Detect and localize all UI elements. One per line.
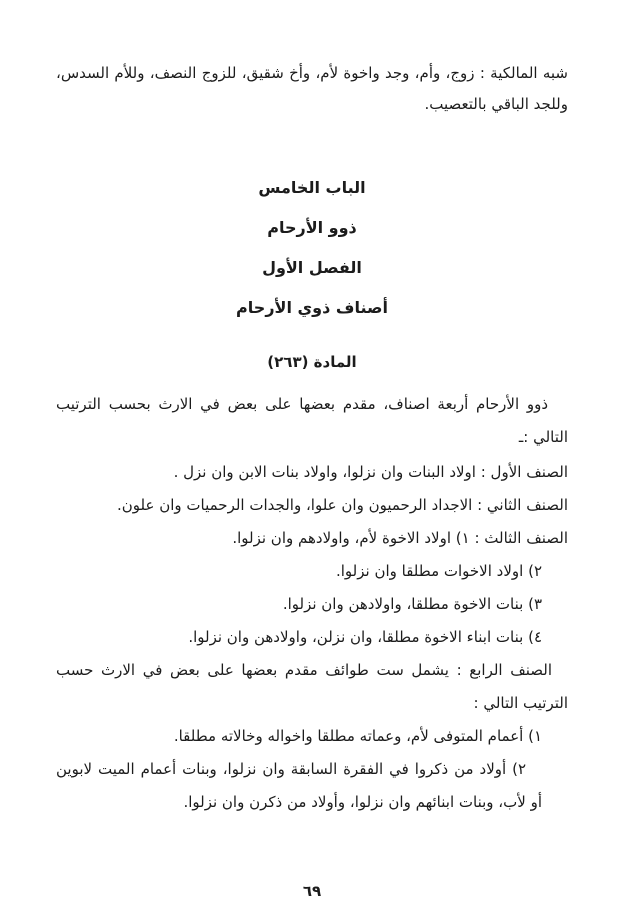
- section-heading: الفصل الأول: [262, 258, 362, 277]
- list-subitem-3-2: ٢) اولاد الاخوات مطلقا وان نزلوا.: [335, 562, 542, 580]
- list-subitem-3-4: ٤) بنات ابناء الاخوة مطلقا، وان نزلن، واولادهن وان نزلوا.: [188, 628, 542, 646]
- list-item-category-3: الصنف الثالث : ١) اولاد الاخوة لأم، واولادهم وان نزلوا.: [232, 529, 568, 547]
- list-subitem-4-2: ٢) أولاد من ذكروا في الفقرة السابقة وان نزلوا، وبنات أعمام الميت لابوين أو لأب، وبنات ابنائهم وان نزلوا، وأولاد من ذكرن وان نزلوا.: [56, 760, 542, 811]
- article-intro-paragraph: ذوو الأرحام أربعة اصناف، مقدم بعضها على بعض في الارث بحسب الترتيب التالي :ـ: [56, 395, 568, 446]
- article-heading: المادة (٢٦٣): [267, 353, 357, 371]
- list-item-category-2: الصنف الثاني : الاجداد الرحميون وان علوا، والجدات الرحميات وان علون.: [117, 496, 568, 514]
- headings-block: [56, 168, 568, 328]
- categories-list: [56, 456, 568, 819]
- list-item-category-4: الصنف الرابع : يشمل ست طوائف مقدم بعضها على بعض في الارث حسب الترتيب التالي :: [56, 661, 568, 712]
- list-item-category-1: الصنف الأول : اولاد البنات وان نزلوا، واولاد بنات الابن وان نزل .: [173, 463, 568, 481]
- section-title: أصناف ذوي الأرحام: [236, 298, 388, 317]
- chapter-title: ذوو الأرحام: [267, 218, 357, 237]
- intro-paragraph: شبه المالكية : زوج، وأم، وجد واخوة لأم، وأخ شقيق، للزوج النصف، وللأم السدس، وللجد الباقي بالتعصيب.: [56, 64, 568, 113]
- page-number: ٦٩: [302, 882, 322, 900]
- chapter-heading: الباب الخامس: [258, 178, 366, 197]
- list-subitem-3-3: ٣) بنات الاخوة مطلقا، واولادهن وان نزلوا.: [282, 595, 542, 613]
- list-subitem-4-1: ١) أعمام المتوفى لأم، وعماته مطلقا واخواله وخالاته مطلقا.: [173, 727, 542, 745]
- page-content: [56, 58, 568, 819]
